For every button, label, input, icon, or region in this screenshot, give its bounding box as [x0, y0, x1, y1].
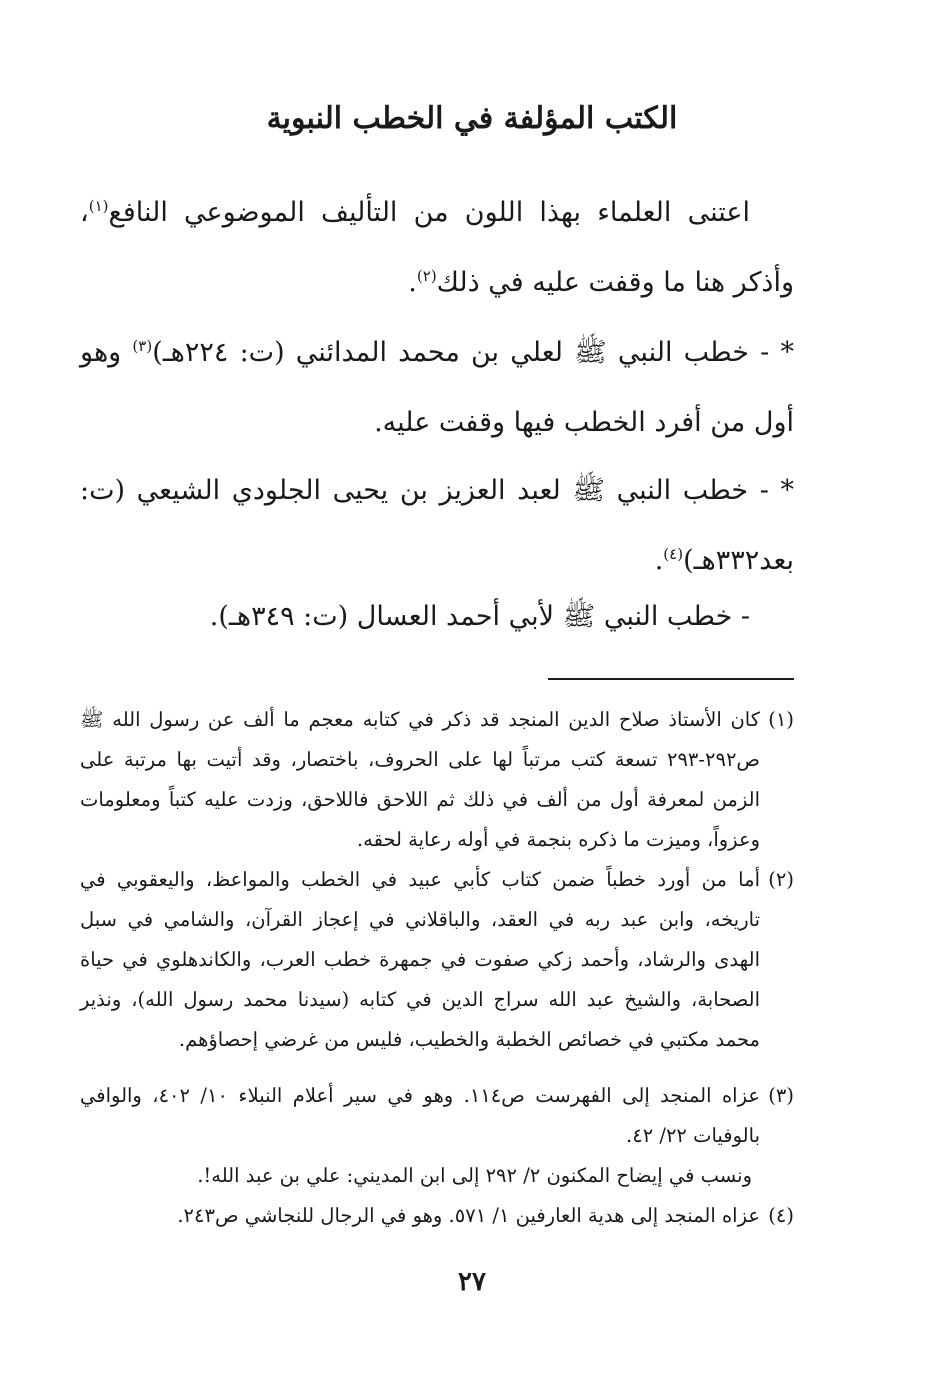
page-title: الكتب المؤلفة في الخطب النبوية — [266, 101, 678, 136]
footnote-4 — [80, 1196, 794, 1236]
footnote-ref-2[interactable]: (٢) — [416, 267, 437, 285]
list-item-text-tail: وهو أول من أفرد الخطب فيها وقفت عليه. — [80, 337, 794, 438]
list-bullet: - — [740, 601, 750, 632]
footnote-ref-3[interactable]: (٣) — [132, 337, 153, 355]
list-item-text: خطب النبي ﷺ لعلي بن محمد المدائني (ت: ٢٢٤هـ) — [152, 337, 749, 368]
list-bullet: * - — [759, 475, 794, 506]
footnote-text: أما من أورد خطباً ضمن كتاب كأبي عبيد في الخطب والمواعظ، واليعقوبي في تاريخه، وابن عبد ربه في العقد، والباقلاني في إعجاز القرآن، والشامي في سبل الهدى والرشاد، وأحمد زكي صفوت في جمهرة خطب العرب، والكاندهلوي في حياة الصحابة، والشيخ عبد الله سراج الدين في كتابه (سيدنا محمد رسول الله)، ونذير محمد مكتبي في خصائص الخطبة والخطيب، فليس من غرضي إحصاؤهم. — [80, 868, 760, 1051]
footnote-text: عزاه المنجد إلى الفهرست ص١١٤. وهو في سير أعلام النبلاء ١٠/ ٤٠٢، والوافي بالوفيات ٢٢/ ٤٢. — [80, 1084, 760, 1147]
intro-text-c: . — [408, 267, 417, 298]
list-item-text-tail: . — [654, 545, 664, 576]
list-item-text: خطب النبي ﷺ لأبي أحمد العسال (ت: ٣٤٩هـ). — [209, 601, 733, 632]
intro-text-a: اعتنى العلماء بهذا اللون من التأليف الموضوعي النافع — [108, 197, 750, 228]
footnote-3-continuation — [80, 1156, 794, 1196]
footnote-number: (٤) — [768, 1204, 794, 1227]
footnote-separator — [548, 678, 794, 680]
footnote-number: (١) — [768, 708, 794, 731]
footnote-ref-4[interactable]: (٤) — [663, 545, 684, 563]
footnote-3 — [80, 1076, 794, 1156]
footnote-text: ونسب في إيضاح المكنون ٢/ ٢٩٢ إلى ابن المديني: علي بن عبد الله!. — [197, 1164, 752, 1187]
intro-text-b: ، وأذكر هنا ما وقفت عليه في ذلك — [80, 197, 794, 298]
list-item — [80, 592, 794, 642]
list-item-text: خطب النبي ﷺ لعبد العزيز بن يحيى الجلودي الشيعي (ت: بعد٣٣٢هـ) — [80, 475, 794, 576]
list-item — [80, 318, 794, 458]
footnote-text: عزاه المنجد إلى هدية العارفين ١/ ٥٧١. وهو في الرجال للنجاشي ص٢٤٣. — [177, 1204, 760, 1227]
list-item — [80, 456, 794, 596]
footnote-number: (٣) — [768, 1084, 794, 1107]
list-bullet: * - — [760, 337, 794, 368]
intro-paragraph — [80, 178, 794, 318]
footnote-1 — [80, 700, 794, 860]
page-number: ٢٧ — [458, 1267, 486, 1297]
footnote-text: كان الأستاذ صلاح الدين المنجد قد ذكر في كتابه معجم ما ألف عن رسول الله ﷺ ص٢٩٢-٢٩٣ تسعة كتب مرتباً لها على الحروف، باختصار، وقد أتيت بها مرتبة على الزمن لمعرفة أول من ألف في ذلك ثم اللاحق فاللاحق، وزدت عليه كتباً ومعلومات وعزواً، وميزت ما ذكره بنجمة في أوله رعاية لحقه. — [80, 708, 760, 851]
footnote-number: (٢) — [768, 868, 794, 891]
footnote-2 — [80, 860, 794, 1060]
footnote-ref-1[interactable]: (١) — [88, 197, 109, 215]
